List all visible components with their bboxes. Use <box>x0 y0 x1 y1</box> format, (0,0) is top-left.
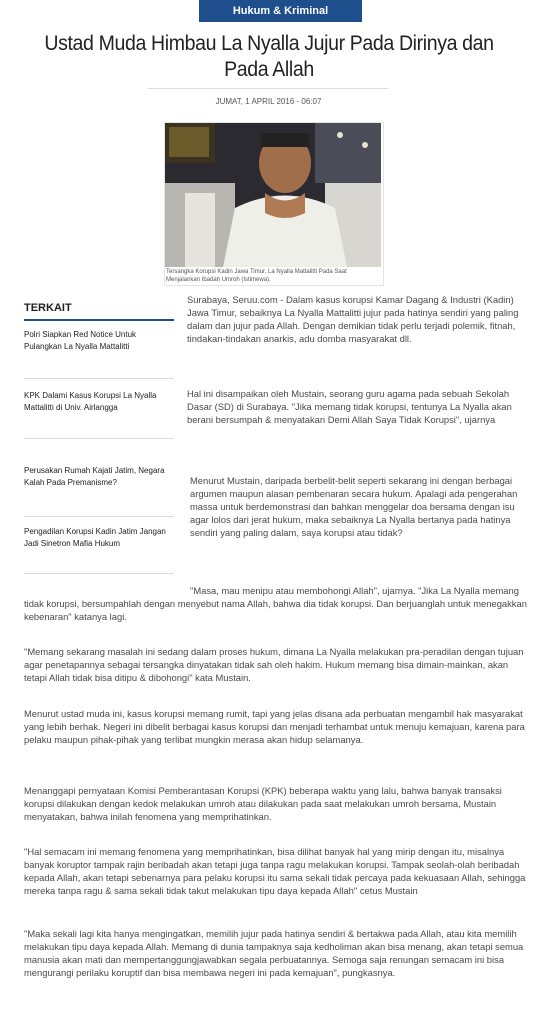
article-paragraph: "Masa, mau menipu atau membohongi Allah", ujarnya. "Jika La Nyalla memang tidak korupsi, bersumpahlah dengan menyebut nama Allah, bahwa dia tidak korupsi. Dan berjuanglah untuk menegakkan kebenaran" katanya lagi. <box>24 585 527 622</box>
related-heading: TERKAIT <box>24 302 72 314</box>
related-underline <box>24 319 174 321</box>
article-paragraph: Surabaya, Seruu.com - Dalam kasus korupsi Kamar Dagang & Industri (Kadin) Jawa Timur, sebaiknya La Nyalla Mattalitti jujur pada hatinya sendiri yang paling dalam dan jujur pada Allah. Dengan demikian tidak perlu terjadi polemik, fitnah, tindakan-tindakan anarkis, adu domba masyarakat dll. <box>187 294 519 344</box>
related-divider <box>24 573 174 574</box>
category-badge[interactable]: Hukum & Kriminal <box>199 0 362 22</box>
related-divider <box>24 516 174 517</box>
article-paragraph: "Hal semacam ini memang fenomena yang memprihatinkan, bisa dilihat banyak hal yang mirip dengan itu, misalnya banyak koruptor tampak rajin beribadah akan tetapi juga tanpa ragu melakukan korupsi. Tampak seolah-olah beribadah kepada Allah, akan tetapi sebenarnya para pelaku korupsi itu sama sekali tidak percaya pada kekuasaan Allah, sehingga mereka tanpa ragu & sama sekali tidak takut melakukan tipu daya kepada Allah" cetus Mustain <box>24 846 526 896</box>
related-link[interactable]: Perusakan Rumah Kajati Jatim, Negara Kalah Pada Premanisme? <box>24 466 165 487</box>
related-divider <box>24 438 174 439</box>
photo-illustration <box>165 123 381 267</box>
article-paragraph: Menanggapi pernyataan Komisi Pemberantasan Korupsi (KPK) beberapa waktu yang lalu, bahwa banyak transaksi korupsi dilakukan dengan kedok melakukan umroh atau dilakukan pada saat melakukan umroh bersama, Mustain menyatakan, bahwa inilah fenomena yang memprihatinkan. <box>24 785 502 822</box>
article-photo <box>165 123 381 267</box>
article-date: JUMAT, 1 APRIL 2016 - 06:07 <box>215 97 322 106</box>
title-divider <box>148 88 388 89</box>
article-paragraph: Hal ini disampaikan oleh Mustain, seorang guru agama pada sebuah Sekolah Dasar (SD) di Surabaya. "Jika memang tidak korupsi, tentunya La Nyalla akan berani bersumpah & menyatakan Demi Allah Saya Tidak Korupsi", ujarnya <box>187 388 512 425</box>
article-paragraph: "Maka sekali lagi kita hanya mengingatkan, memilih jujur pada hatinya sendiri & bertakwa pada Allah, atau kita memilih melakukan tipu daya kepada Allah. Memang di dunia tampaknya saja kedholiman akan bisa menang, akan tetapi semua manusia akan mati dan mempertanggungjawabkan segala perbuatannya. Semoga saja renungan semacam ini bisa mengurangi perilaku koruptif dan bisa membawa negeri ini pada kemajuan", pungkasnya. <box>24 928 524 978</box>
article-paragraph: Menurut Mustain, daripada berbelit-belit seperti sekarang ini dengan berbagai argumen maupun alasan pembenaran secara hukum. Apalagi ada pengerahan massa untuk berdemonstrasi dan bahkan menggelar doa bersama dengan isu agar lolos dari jerat hukum, maka sebaiknya La Nyalla bertanya pada hatinya sendiri yang paling dalam, saya korupsi atau tidak? <box>190 475 518 538</box>
related-link[interactable]: Pengadilan Korupsi Kadin Jatim Jangan Jadi Sinetron Mafia Hukum <box>24 527 166 548</box>
related-divider <box>24 378 174 379</box>
article-paragraph: "Memang sekarang masalah ini sedang dalam proses hukum, dimana La Nyalla melakukan pra-peradilan dengan tujuan agar penetapannya sebagai tersangka dinyatakan tidak sah oleh hakim. Hukum memang bisa dimain-mainkan, akan tetapi Allah tidak bisa ditipu & dibohongi" kata Mustain. <box>24 646 524 683</box>
article-paragraph: Menurut ustad muda ini, kasus korupsi memang rumit, tapi yang jelas disana ada perbuatan mengambil hak masyarakat yang lebih berhak. Negeri ini dibelit berbagai kasus korupsi dan menjadi terhambat untuk menuju kemajuan, karena para pelaku maupun pihak-pihak yang terlibat mungkin merasa akan hidup selamanya. <box>24 708 525 745</box>
article-title: Ustad Muda Himbau La Nyalla Jujur Pada Dirinya dan Pada Allah <box>44 32 494 81</box>
photo-caption: Tersangka Korupsi Kadin Jawa Timur, La Nyalla Mattalitti Pada Saat Menjalankan Ibadah Umroh (Istimewa). <box>166 269 347 283</box>
related-link[interactable]: KPK Dalami Kasus Korupsi La Nyalla Mattalitti di Univ. Airlangga <box>24 391 157 412</box>
related-link[interactable]: Polri Siapkan Red Notice Untuk Pulangkan La Nyalla Mattalitti <box>24 330 137 351</box>
